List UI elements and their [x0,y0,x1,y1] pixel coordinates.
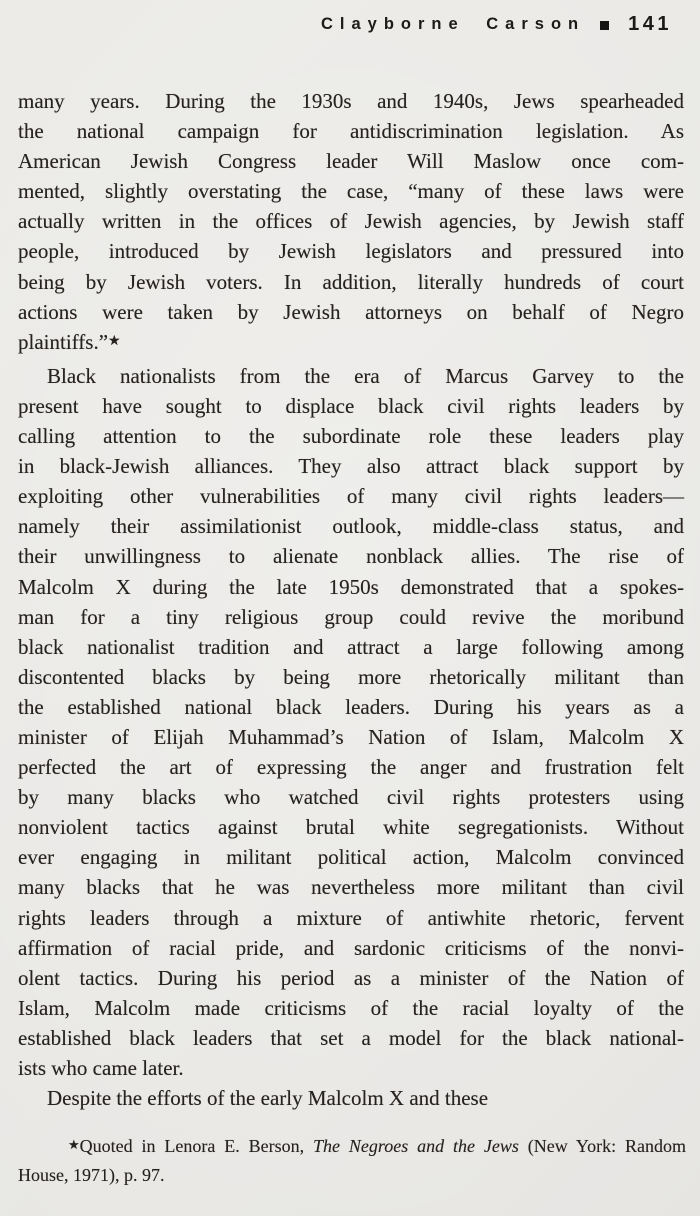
text-line: perfected the art of expressing the anger and frustration felt [18,755,684,780]
text-line: nonviolent tactics against brutal white segregationists. Without [18,815,684,840]
text-line: American Jewish Congress leader Will Maslow once com- [18,149,684,174]
text-line: olent tactics. During his period as a minister of the Nation of [18,965,684,990]
text-line: man for a tiny religious group could revive the moribund [18,604,684,629]
text-line: plaintiffs.”★ [18,327,684,361]
text-line: many years. During the 1930s and 1940s, Jews spearheaded [18,89,684,113]
footnote-line-1 [18,1133,686,1162]
footnote-line-2: House, 1971), p. 97. [18,1164,165,1185]
text-line: ever engaging in militant political action, Malcolm convinced [18,845,684,870]
footnote-book-title: The Negroes and the Jews [313,1136,519,1156]
text-line: by many blacks who watched civil rights protesters using [18,785,684,810]
footnote-reference-star: ★ [108,333,121,349]
footnote-star-marker: ★ [68,1137,80,1152]
text-line: exploiting other vulnerabilities of many civil rights leaders— [18,484,684,509]
text-line: Black nationalists from the era of Marcus Garvey to the [47,363,684,388]
running-head [321,13,672,36]
text-line: Despite the efforts of the early Malcolm X and these [47,1086,489,1111]
text-line: the established national black leaders. During his years as a [18,694,684,719]
page-number: 141 [628,13,672,35]
body-text [18,86,684,1113]
text-line: Malcolm X during the late 1950s demonstrated that a spokes- [18,574,684,599]
footnote-citation-text: Quoted in Lenora E. Berson, [79,1136,314,1156]
text-line: present have sought to displace black civil rights leaders by [18,393,684,418]
running-head-author: Clayborne Carson [321,15,586,33]
text-line: actions were taken by Jewish attorneys on behalf of Negro [18,299,684,324]
text-line: discontented blacks by being more rhetorically militant than [18,664,684,689]
text-line: affirmation of racial pride, and sardonic criticisms of the nonvi- [18,935,684,960]
text-line: their unwillingness to alienate nonblack allies. The rise of [18,544,684,569]
text-line: rights leaders through a mixture of antiwhite rhetoric, fervent [18,905,684,930]
text-line: black nationalist tradition and attract a large following among [18,634,684,659]
text-line: ists who came later. [18,1056,184,1080]
text-line: namely their assimilationist outlook, middle-class status, and [18,514,684,539]
text-line: many blacks that he was nevertheless more militant than civil [18,875,684,900]
text-line: Islam, Malcolm made criticisms of the racial loyalty of the [18,995,684,1020]
footnote-citation-text: (New York: Random [518,1136,686,1156]
text-line: established black leaders that set a model for the black national- [18,1025,684,1050]
text-line: being by Jewish voters. In addition, literally hundreds of court [18,269,684,294]
text-line: people, introduced by Jewish legislators and pressured into [18,239,684,264]
text-line: mented, slightly overstating the case, “many of these laws were [18,179,684,204]
text-line: minister of Elijah Muhammad’s Nation of Islam, Malcolm X [18,724,684,749]
square-bullet-icon [600,21,609,30]
text-line: calling attention to the subordinate role these leaders play [18,424,684,449]
text-line: actually written in the offices of Jewish agencies, by Jewish staff [18,209,684,234]
text-line: in black-Jewish alliances. They also attract black support by [18,454,684,479]
text-line: the national campaign for antidiscrimination legislation. As [18,119,684,144]
footnote [18,1133,686,1188]
